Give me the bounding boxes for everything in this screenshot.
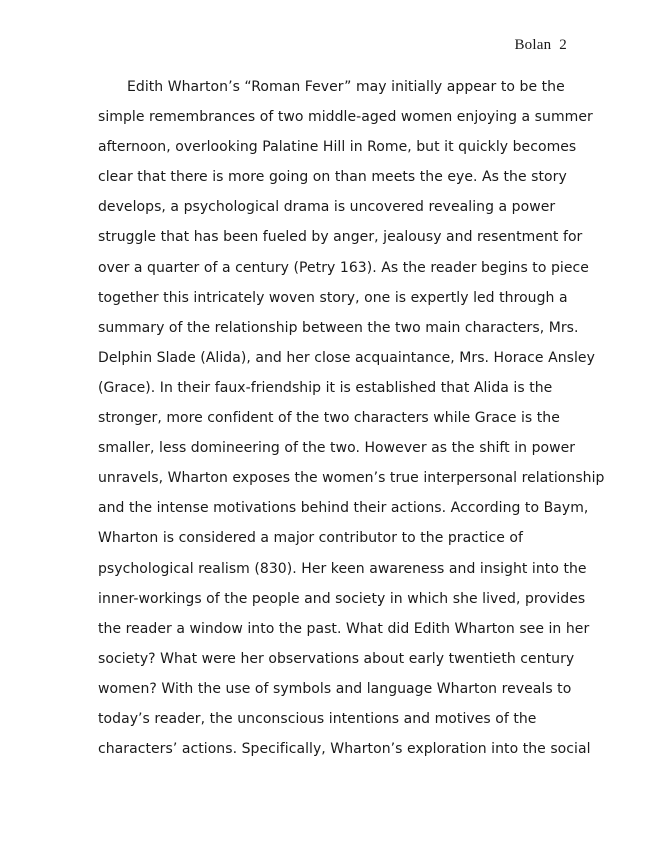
text-line: today’s reader, the unconscious intentions and motives of the [98,710,537,727]
running-header [514,37,567,54]
text-line: afternoon, overlooking Palatine Hill in Rome, but it quickly becomes [98,139,577,156]
text-line: (Grace). In their faux-friendship it is established that Alida is the [98,379,553,396]
text-line: Edith Wharton’s “Roman Fever” may initially appear to be the [127,79,565,95]
text-line: summary of the relationship between the two main characters, Mrs. [98,319,579,336]
text-line: and the intense motivations behind their actions. According to Baym, [98,500,589,517]
text-line: over a quarter of a century (Petry 163). As the reader begins to piece [98,259,589,276]
text-line: psychological realism (830). Her keen awareness and insight into the [98,560,587,577]
header-author: Bolan [514,37,552,53]
text-line: together this intricately woven story, one is expertly led through a [98,289,568,306]
text-line: smaller, less domineering of the two. However as the shift in power [98,440,576,457]
text-line: develops, a psychological drama is uncovered revealing a power [98,199,556,216]
text-line: unravels, Wharton exposes the women’s true interpersonal relationship [98,470,605,487]
text-line: struggle that has been fueled by anger, jealousy and resentment for [98,229,583,246]
text-line: Wharton is considered a major contributor to the practice of [98,530,523,547]
text-line: Delphin Slade (Alida), and her close acquaintance, Mrs. Horace Ansley [98,349,595,366]
body-paragraph [98,72,605,764]
header-page-number: 2 [559,37,567,53]
text-line: inner-workings of the people and society in which she lived, provides [98,590,586,607]
text-line: stronger, more confident of the two characters while Grace is the [98,410,560,427]
text-line: simple remembrances of two middle-aged women enjoying a summer [98,109,593,126]
text-line: women? With the use of symbols and language Wharton reveals to [98,680,572,697]
text-line: characters’ actions. Specifically, Wharton’s exploration into the social [98,741,591,758]
text-line: clear that there is more going on than meets the eye. As the story [98,169,567,186]
text-line: society? What were her observations about early twentieth century [98,650,575,667]
text-line: the reader a window into the past. What did Edith Wharton see in her [98,620,590,637]
